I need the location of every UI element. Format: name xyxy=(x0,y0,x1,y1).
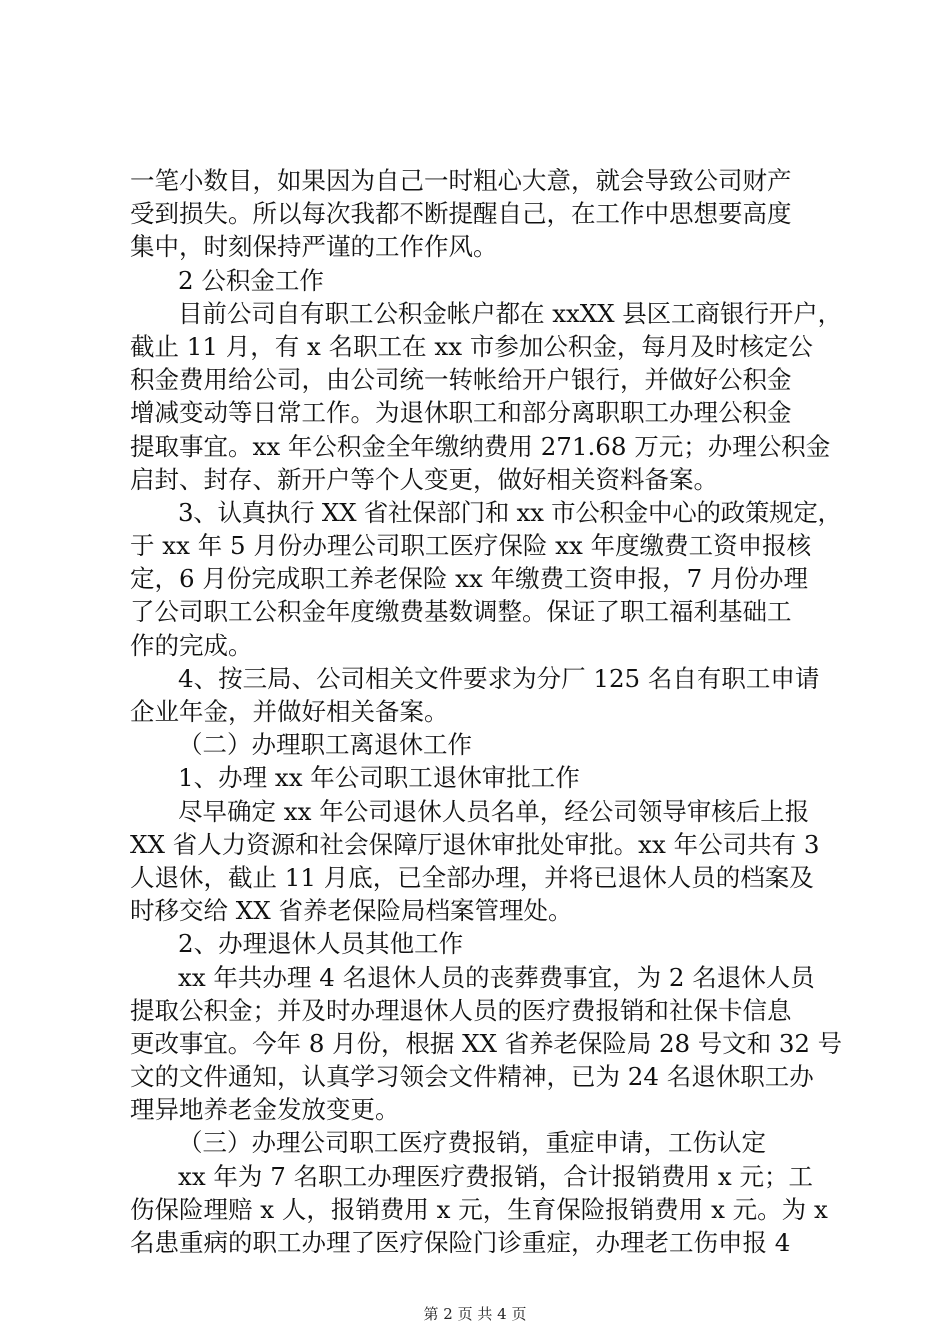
paragraph-line: 于 xx 年 5 月份办理公司职工医疗保险 xx 年度缴费工资申报核 xyxy=(130,531,812,561)
paragraph-line: XX 省人力资源和社会保障厅退休审批处审批。xx 年公司共有 3 xyxy=(130,829,820,859)
paragraph-line: 2 公积金工作 xyxy=(178,265,324,295)
paragraph-line: 伤保险理赔 x 人，报销费用 x 元，生育保险报销费用 x 元。为 x xyxy=(130,1194,828,1224)
paragraph-line: 截止 11 月，有 x 名职工在 xx 市参加公积金，每月及时核定公 xyxy=(130,331,813,361)
paragraph-line: 增减变动等日常工作。为退休职工和部分离职职工办理公积金 xyxy=(130,398,792,428)
paragraph-line: 2、办理退休人员其他工作 xyxy=(178,929,464,959)
paragraph-line: 4、按三局、公司相关文件要求为分厂 125 名自有职工申请 xyxy=(178,663,820,693)
paragraph-line: 定，6 月份完成职工养老保险 xx 年缴费工资申报，7 月份办理 xyxy=(130,564,808,594)
paragraph-line: 尽早确定 xx 年公司退休人员名单，经公司领导审核后上报 xyxy=(178,796,810,826)
paragraph-line: xx 年共办理 4 名退休人员的丧葬费事宜，为 2 名退休人员 xyxy=(178,962,815,992)
paragraph-line: （三）办理公司职工医疗费报销，重症申请，工伤认定 xyxy=(178,1128,766,1158)
paragraph-line: 了公司职工公积金年度缴费基数调整。保证了职工福利基础工 xyxy=(130,597,792,627)
paragraph-line: 提取事宜。xx 年公积金全年缴纳费用 271.68 万元；办理公积金 xyxy=(130,431,831,461)
paragraph-line: 启封、封存、新开户等个人变更，做好相关资料备案。 xyxy=(130,464,718,494)
document-body xyxy=(130,164,842,1259)
paragraph-line: 集中，时刻保持严谨的工作作风。 xyxy=(130,232,498,262)
page-footer xyxy=(0,1304,950,1324)
paragraph-line: 一笔小数目，如果因为自己一时粗心大意，就会导致公司财产 xyxy=(130,166,792,195)
paragraph-line: 人退休，截止 11 月底，已全部办理，并将已退休人员的档案及 xyxy=(130,862,814,892)
paragraph-line: 作的完成。 xyxy=(130,630,253,660)
paragraph-line: xx 年为 7 名职工办理医疗费报销，合计报销费用 x 元；工 xyxy=(178,1161,813,1191)
paragraph-line: 更改事宜。今年 8 月份，根据 XX 省养老保险局 28 号文和 32 号 xyxy=(130,1028,843,1058)
paragraph-line: （二）办理职工离退休工作 xyxy=(178,730,472,760)
paragraph-line: 时移交给 XX 省养老保险局档案管理处。 xyxy=(130,896,573,926)
paragraph-line: 提取公积金；并及时办理退休人员的医疗费报销和社保卡信息 xyxy=(130,995,792,1025)
paragraph-line: 受到损失。所以每次我都不断提醒自己，在工作中思想要高度 xyxy=(130,199,792,229)
paragraph-line: 1、办理 xx 年公司职工退休审批工作 xyxy=(178,763,580,793)
paragraph-line: 文的文件通知，认真学习领会文件精神，已为 24 名退休职工办 xyxy=(130,1062,814,1092)
paragraph-line: 理异地养老金发放变更。 xyxy=(130,1095,400,1125)
paragraph-line: 3、认真执行 XX 省社保部门和 xx 市公积金中心的政策规定， xyxy=(178,497,842,527)
paragraph-line: 名患重病的职工办理了医疗保险门诊重症，办理老工伤申报 4 xyxy=(130,1228,791,1257)
paragraph-line: 目前公司自有职工公积金帐户都在 xxXX 县区工商银行开户， xyxy=(178,298,843,328)
paragraph-line: 积金费用给公司，由公司统一转帐给开户银行，并做好公积金 xyxy=(130,365,792,395)
page-number-label: 第 2 页 共 4 页 xyxy=(423,1305,527,1323)
paragraph-line: 企业年金，并做好相关备案。 xyxy=(130,697,449,726)
